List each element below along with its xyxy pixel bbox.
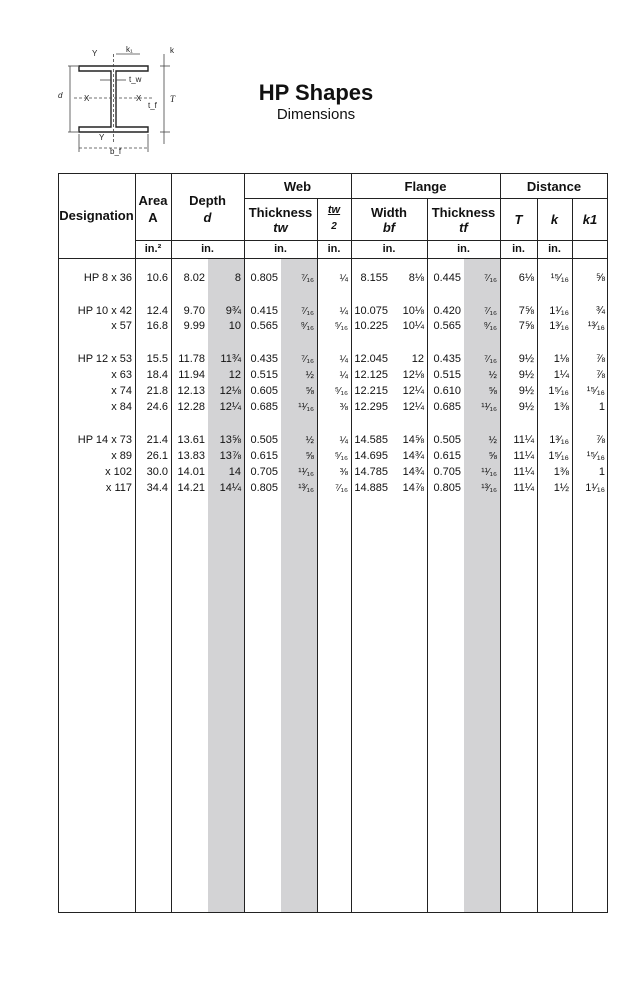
cell-T: 9½ xyxy=(518,369,534,381)
diagram-label-bf: b_f xyxy=(110,147,122,156)
cell-bf-dec: 8.155 xyxy=(360,272,388,284)
cell-tw-dec: 0.805 xyxy=(250,482,278,494)
header-designation: Designation xyxy=(59,208,134,223)
cell-d-dec: 11.94 xyxy=(178,369,205,381)
cell-tw-frac: ⁹⁄₁₆ xyxy=(300,321,314,332)
cell-tf-frac: ½ xyxy=(488,435,497,446)
cell-k: 1⁵⁄₁₆ xyxy=(548,385,569,397)
diagram-label-tw: t_w xyxy=(129,75,142,84)
header-web-thickness-symbol: tw xyxy=(273,220,288,235)
cell-T: 6⅛ xyxy=(518,272,534,284)
header-T: T xyxy=(514,212,523,227)
cell-bf-dec: 14.695 xyxy=(354,450,388,462)
cell-bf-dec: 10.225 xyxy=(354,320,388,332)
header-flange-width: Width xyxy=(371,205,407,220)
cell-tw2: ¼ xyxy=(339,354,348,365)
cell-tf-frac: ½ xyxy=(488,370,497,381)
cell-tw-frac: ⁷⁄₁₆ xyxy=(301,273,314,284)
cell-k1: ⅞ xyxy=(595,434,605,446)
cell-k: 1¹⁄₁₆ xyxy=(549,305,569,317)
cell-d-dec: 8.02 xyxy=(183,272,205,284)
cell-k1: ¹³⁄₁₆ xyxy=(587,320,605,332)
unit-area: in.² xyxy=(144,243,162,255)
header-depth-symbol: d xyxy=(203,210,212,225)
cell-bf-frac: 12¼ xyxy=(402,385,424,397)
cell-tw-dec: 0.685 xyxy=(250,401,278,413)
cell-area: 15.5 xyxy=(146,353,168,365)
cell-tw-frac: ¹¹⁄₁₆ xyxy=(298,467,314,478)
cell-d-frac: 9¾ xyxy=(225,305,241,317)
cell-k1: ¾ xyxy=(595,305,605,317)
cell-tw-dec: 0.705 xyxy=(250,466,278,478)
cell-area: 12.4 xyxy=(146,305,168,317)
diagram-label-tf: t_f xyxy=(148,101,157,110)
cell-area: 18.4 xyxy=(146,369,168,381)
header-flange-thickness-symbol: tf xyxy=(459,220,468,235)
diagram-label-k1: k₁ xyxy=(126,45,133,54)
cell-d-frac: 11¾ xyxy=(220,353,241,365)
cell-bf-dec: 12.215 xyxy=(354,385,388,397)
cell-d-frac: 12⅛ xyxy=(219,385,241,397)
cell-d-frac: 13⅝ xyxy=(219,434,241,446)
cell-k: 1⅜ xyxy=(553,401,569,413)
header-tw-half-numerator: tw xyxy=(327,204,341,216)
cell-tf-frac: ¹³⁄₁₆ xyxy=(481,483,497,494)
cell-T: 7⅝ xyxy=(518,320,534,332)
cell-d-frac: 10 xyxy=(228,320,241,332)
cell-tw2: ¼ xyxy=(339,370,348,381)
cell-k: 1½ xyxy=(553,482,569,494)
cell-tf-dec: 0.420 xyxy=(433,305,461,317)
cell-tw-frac: ¹³⁄₁₆ xyxy=(298,483,314,494)
cell-tw-frac: ½ xyxy=(305,435,314,446)
cell-T: 9½ xyxy=(518,385,534,397)
cell-bf-frac: 10¼ xyxy=(402,320,424,332)
cell-tw-frac: ⁷⁄₁₆ xyxy=(301,354,314,365)
cell-tw-frac: ⅝ xyxy=(305,386,314,397)
cell-d-dec: 11.78 xyxy=(178,353,205,365)
cell-tw-frac: ⅝ xyxy=(305,451,314,462)
cell-k: 1³⁄₁₆ xyxy=(549,320,569,332)
cell-tf-frac: ⁷⁄₁₆ xyxy=(484,273,497,284)
cell-T: 11¼ xyxy=(513,466,534,478)
header-flange: Flange xyxy=(404,179,447,194)
cell-T: 9½ xyxy=(518,353,534,365)
cell-tw2: ⁵⁄₁₆ xyxy=(334,451,348,462)
cell-d-dec: 9.99 xyxy=(183,320,205,332)
cell-tf-dec: 0.705 xyxy=(433,466,461,478)
cell-tw2: ¼ xyxy=(339,306,348,317)
cell-designation: x 74 xyxy=(111,385,132,397)
cell-designation: x 102 xyxy=(105,466,132,478)
cell-k: ¹⁵⁄₁₆ xyxy=(550,272,569,284)
cell-d-dec: 12.28 xyxy=(177,401,205,413)
cell-k: 1⅜ xyxy=(553,466,569,478)
diagram-label-x-left: X xyxy=(84,94,90,103)
cell-bf-frac: 12⅛ xyxy=(402,369,424,381)
hp-section-diagram xyxy=(52,40,192,158)
cell-area: 26.1 xyxy=(146,450,168,462)
grid-h xyxy=(58,258,608,259)
header-flange-thickness: Thickness xyxy=(431,205,496,220)
cell-d-dec: 12.13 xyxy=(177,385,205,397)
cell-tf-dec: 0.610 xyxy=(433,385,461,397)
cell-tw-dec: 0.615 xyxy=(250,450,278,462)
cell-T: 11¼ xyxy=(513,434,534,446)
diagram-label-x-right: X xyxy=(136,94,142,103)
cell-tw2: ⁵⁄₁₆ xyxy=(334,321,348,332)
cell-tf-frac: ⅝ xyxy=(488,451,497,462)
header-web-thickness: Thickness xyxy=(248,205,313,220)
cell-tw-dec: 0.505 xyxy=(250,434,278,446)
cell-area: 21.8 xyxy=(146,385,168,397)
cell-d-dec: 9.70 xyxy=(183,305,205,317)
cell-tw-dec: 0.605 xyxy=(250,385,278,397)
cell-bf-dec: 14.785 xyxy=(354,466,388,478)
header-tw-half-denominator: 2 xyxy=(331,221,337,232)
cell-area: 16.8 xyxy=(146,320,168,332)
cell-d-dec: 13.61 xyxy=(177,434,205,446)
diagram-label-d: d xyxy=(58,91,63,100)
diagram-label-T: T xyxy=(170,94,176,104)
cell-bf-dec: 10.075 xyxy=(354,305,388,317)
cell-T: 11¼ xyxy=(513,482,534,494)
cell-bf-frac: 14¾ xyxy=(402,450,424,462)
header-k: k xyxy=(550,212,559,227)
grid-h xyxy=(244,198,608,199)
header-flange-width-symbol: bf xyxy=(382,220,396,235)
cell-k1: ⅞ xyxy=(595,353,605,365)
cell-d-dec: 13.83 xyxy=(177,450,205,462)
cell-designation: x 117 xyxy=(105,482,132,494)
cell-T: 7⅝ xyxy=(518,305,534,317)
cell-k: 1¼ xyxy=(553,369,569,381)
cell-tf-frac: ⁷⁄₁₆ xyxy=(484,354,497,365)
unit-T: in. xyxy=(512,243,525,255)
unit-flange-thickness: in. xyxy=(457,243,470,255)
cell-k: 1⅛ xyxy=(553,353,569,365)
unit-depth: in. xyxy=(201,243,214,255)
cell-k: 1³⁄₁₆ xyxy=(549,434,569,446)
cell-T: 9½ xyxy=(518,401,534,413)
cell-area: 30.0 xyxy=(146,466,168,478)
cell-tw2: ¼ xyxy=(339,273,348,284)
cell-area: 24.6 xyxy=(146,401,168,413)
cell-tf-dec: 0.565 xyxy=(433,320,461,332)
cell-bf-frac: 12 xyxy=(411,353,424,365)
cell-designation: x 57 xyxy=(111,320,132,332)
cell-d-frac: 14 xyxy=(228,466,241,478)
grid-h xyxy=(135,240,608,241)
diagram-label-k: k xyxy=(170,46,174,55)
cell-tf-dec: 0.615 xyxy=(433,450,461,462)
cell-tf-dec: 0.685 xyxy=(433,401,461,413)
page-title: HP Shapes xyxy=(258,80,374,105)
unit-k: in. xyxy=(548,243,561,255)
cell-tw-frac: ½ xyxy=(305,370,314,381)
cell-bf-frac: 10⅛ xyxy=(402,305,424,317)
diagram-label-y-bottom: Y xyxy=(99,133,105,142)
cell-tw2: ⅜ xyxy=(339,467,348,478)
cell-d-dec: 14.01 xyxy=(177,466,205,478)
header-area: Area xyxy=(138,193,168,208)
header-distance: Distance xyxy=(526,179,582,194)
cell-tw2: ⁵⁄₁₆ xyxy=(334,386,348,397)
cell-tf-frac: ¹¹⁄₁₆ xyxy=(481,467,497,478)
cell-bf-dec: 12.125 xyxy=(354,369,388,381)
cell-designation: HP 12 x 53 xyxy=(77,353,132,365)
cell-d-frac: 13⅞ xyxy=(219,450,241,462)
cell-tw2: ⅜ xyxy=(339,402,348,413)
cell-bf-dec: 12.295 xyxy=(354,401,388,413)
cell-bf-dec: 14.885 xyxy=(354,482,388,494)
cell-k1: ¹⁵⁄₁₆ xyxy=(586,450,605,462)
cell-tw2: ⁷⁄₁₆ xyxy=(335,483,348,494)
cell-designation: x 84 xyxy=(111,401,132,413)
cell-d-frac: 12 xyxy=(228,369,241,381)
unit-web-thickness: in. xyxy=(274,243,287,255)
cell-k1: 1 xyxy=(598,466,605,478)
cell-d-dec: 14.21 xyxy=(177,482,205,494)
cell-area: 10.6 xyxy=(146,272,168,284)
cell-area: 34.4 xyxy=(146,482,168,494)
cell-tw2: ¼ xyxy=(339,435,348,446)
cell-tf-dec: 0.505 xyxy=(433,434,461,446)
cell-tf-frac: ⅝ xyxy=(488,386,497,397)
cell-k1: ⅝ xyxy=(595,272,605,284)
cell-tf-frac: ⁷⁄₁₆ xyxy=(484,306,497,317)
header-web: Web xyxy=(283,179,312,194)
cell-designation: x 63 xyxy=(111,369,132,381)
page-subtitle: Dimensions xyxy=(276,106,356,123)
cell-bf-frac: 14⅝ xyxy=(402,434,424,446)
header-depth: Depth xyxy=(189,193,226,208)
cell-tf-dec: 0.805 xyxy=(433,482,461,494)
cell-designation: HP 14 x 73 xyxy=(77,434,132,446)
cell-tw-dec: 0.415 xyxy=(250,305,278,317)
cell-tw-frac: ¹¹⁄₁₆ xyxy=(298,402,314,413)
cell-tw-dec: 0.435 xyxy=(250,353,278,365)
cell-designation: HP 8 x 36 xyxy=(83,272,132,284)
unit-tw-half: in. xyxy=(327,243,341,255)
cell-bf-dec: 14.585 xyxy=(354,434,388,446)
cell-d-frac: 12¼ xyxy=(219,401,241,413)
cell-tf-dec: 0.515 xyxy=(433,369,461,381)
header-k1: k1 xyxy=(582,212,598,227)
cell-tw-dec: 0.565 xyxy=(250,320,278,332)
cell-k1: ⅞ xyxy=(595,369,605,381)
cell-k1: 1¹⁄₁₆ xyxy=(585,482,605,494)
diagram-label-y-top: Y xyxy=(92,49,98,58)
cell-area: 21.4 xyxy=(146,434,168,446)
cell-tw-dec: 0.515 xyxy=(250,369,278,381)
cell-d-frac: 8 xyxy=(234,272,241,284)
cell-d-frac: 14¼ xyxy=(219,482,241,494)
cell-T: 11¼ xyxy=(513,450,534,462)
cell-designation: HP 10 x 42 xyxy=(77,305,132,317)
cell-bf-frac: 12¼ xyxy=(402,401,424,413)
cell-bf-dec: 12.045 xyxy=(354,353,388,365)
header-area-symbol: A xyxy=(148,210,158,225)
cell-tw-frac: ⁷⁄₁₆ xyxy=(301,306,314,317)
cell-k: 1⁵⁄₁₆ xyxy=(548,450,569,462)
cell-k1: 1 xyxy=(598,401,605,413)
unit-flange-width: in. xyxy=(382,243,396,255)
cell-tf-frac: ¹¹⁄₁₆ xyxy=(481,402,497,413)
cell-tw-dec: 0.805 xyxy=(250,272,278,284)
cell-tf-dec: 0.435 xyxy=(433,353,461,365)
cell-bf-frac: 14¾ xyxy=(402,466,424,478)
cell-bf-frac: 14⅞ xyxy=(402,482,424,494)
cell-tf-dec: 0.445 xyxy=(433,272,461,284)
cell-k1: ¹⁵⁄₁₆ xyxy=(586,385,605,397)
cell-tf-frac: ⁹⁄₁₆ xyxy=(483,321,497,332)
cell-designation: x 89 xyxy=(111,450,132,462)
cell-bf-frac: 8⅛ xyxy=(408,272,424,284)
